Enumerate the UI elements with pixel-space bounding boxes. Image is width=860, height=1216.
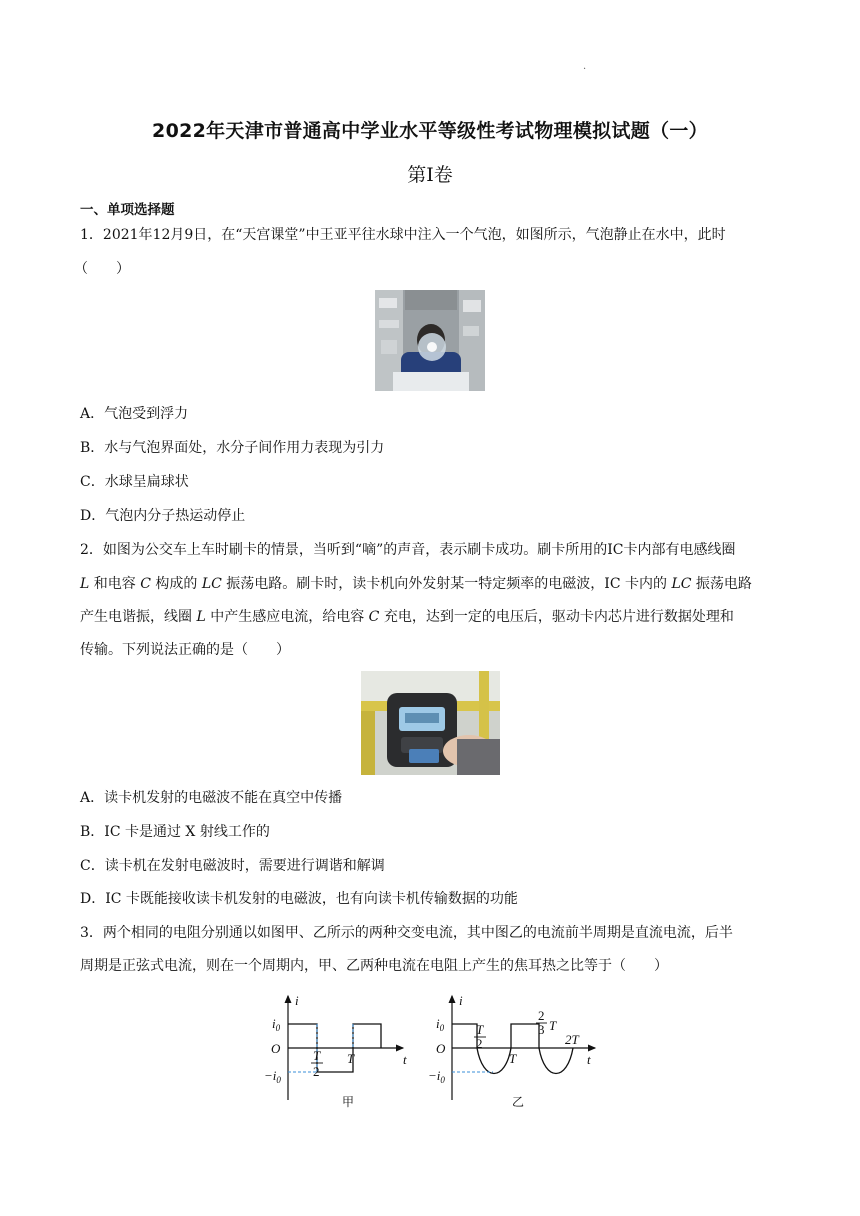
yi-neg-i0-base: −i [428, 1068, 441, 1083]
q2-text: 振荡电路 [691, 576, 752, 592]
yi-i0-base: i [436, 1016, 440, 1031]
q1-option-b: B．水与气泡界面处，水分子间作用力表现为引力 [80, 440, 385, 456]
yi-i0-sub: 0 [439, 1023, 445, 1033]
q2-var: LC [201, 576, 222, 592]
q2-text: 和电容 [89, 576, 141, 592]
q2-var: L [196, 609, 206, 625]
yi-dc-first [452, 1024, 477, 1048]
yi-half-den: 2 [476, 1036, 483, 1051]
jia-neg-i0-sub: 0 [276, 1075, 281, 1085]
q2-stem-line4: 传输。下列说法正确的是（ ） [80, 642, 290, 658]
q2-option-b: B．IC 卡是通过 X 射线工作的 [80, 824, 270, 840]
q2-photo [361, 671, 500, 775]
volume-heading: 第Ⅰ卷 [407, 164, 453, 186]
q2-option-d: D．IC 卡既能接收读卡机发射的电磁波，也有向读卡机传输数据的功能 [80, 891, 518, 907]
q2-var: L [80, 576, 90, 592]
yi-caption: 乙 [512, 1095, 525, 1109]
yi-half-num: T [476, 1022, 484, 1037]
jia-i0 [272, 1016, 281, 1033]
q2-text: 充电，达到一定的电压后，驱动卡内芯片进行数据处理和 [379, 609, 734, 625]
q2-var: LC [671, 576, 692, 592]
jia-half-den: 2 [313, 1064, 320, 1079]
q2-var: C [140, 576, 151, 592]
yi-dc-second [511, 1024, 539, 1048]
jia-t-label: t [403, 1052, 407, 1067]
yi-sine-second [539, 1048, 573, 1074]
q2-text: 产生电谐振，线圈 [80, 609, 197, 625]
q2-text: 中产生感应电流，给电容 [205, 609, 369, 625]
yi-origin: O [436, 1041, 446, 1056]
graph-yi [428, 993, 595, 1109]
jia-neg-i0-base: −i [264, 1068, 277, 1083]
q2-text: 构成的 [150, 576, 202, 592]
jia-i-label: i [295, 993, 299, 1008]
q2-option-a: A．读卡机发射的电磁波不能在真空中传播 [80, 790, 343, 806]
yi-sine-first [477, 1048, 511, 1074]
q1-option-a: A．气泡受到浮力 [80, 406, 189, 422]
q1-option-d: D．气泡内分子热运动停止 [80, 508, 246, 524]
graph-jia [264, 993, 407, 1109]
q2-text: 振荡电路。刷卡时，读卡机向外发射某一特定频率的电磁波，IC 卡内的 [221, 576, 672, 592]
yi-full: T [509, 1051, 517, 1066]
q2-stem-line3 [80, 607, 790, 627]
yi-two-t: 2T [565, 1032, 579, 1047]
yi-neg-i0-sub: 0 [440, 1075, 445, 1085]
yi-two-thirds-num: 2 [538, 1008, 545, 1023]
jia-neg-i0 [264, 1068, 281, 1085]
q2-stem-line1: 2．如图为公交车上车时刷卡的情景，当听到“嘀”的声音，表示刷卡成功。刷卡所用的IC卡内部有电感线圈 [80, 542, 736, 558]
yi-t-label: t [587, 1052, 591, 1067]
yi-i0 [436, 1016, 445, 1033]
q3-stem-line1: 3．两个相同的电阻分别通以如图甲、乙所示的两种交变电流，其中图乙的电流前半周期是直流电流，后半 [80, 925, 733, 941]
jia-caption: 甲 [342, 1095, 355, 1109]
section-heading: 一、单项选择题 [80, 202, 175, 218]
q1-stem-line2: （ ） [74, 261, 130, 277]
yi-i-label: i [459, 993, 463, 1008]
q3-stem-line2: 周期是正弦式电流，则在一个周期内，甲、乙两种电流在电阻上产生的焦耳热之比等于（ ） [80, 958, 668, 974]
yi-two-thirds-den: 3 [538, 1022, 545, 1037]
q2-stem-line2 [80, 574, 790, 594]
jia-i0-base: i [272, 1016, 276, 1031]
jia-origin: O [271, 1041, 281, 1056]
yi-neg-i0 [428, 1068, 445, 1085]
yi-two-thirds-t: T [549, 1018, 557, 1033]
q2-option-c: C．读卡机在发射电磁波时，需要进行调谐和解调 [80, 858, 385, 874]
q1-option-c: C．水球呈扁球状 [80, 474, 189, 490]
q1-photo [375, 290, 485, 391]
page-title: 2022年天津市普通高中学业水平等级性考试物理模拟试题（一） [152, 120, 708, 142]
q1-stem-line1: 1．2021年12月9日，在“天宫课堂”中王亚平往水球中注入一个气泡，如图所示，气泡静止在水中，此时 [80, 227, 726, 243]
current-graphs [255, 990, 605, 1115]
jia-half-num: T [313, 1048, 321, 1063]
page-mark: · [583, 64, 587, 75]
q2-var: C [368, 609, 380, 625]
jia-i0-sub: 0 [275, 1023, 281, 1033]
jia-full: T [347, 1051, 355, 1066]
